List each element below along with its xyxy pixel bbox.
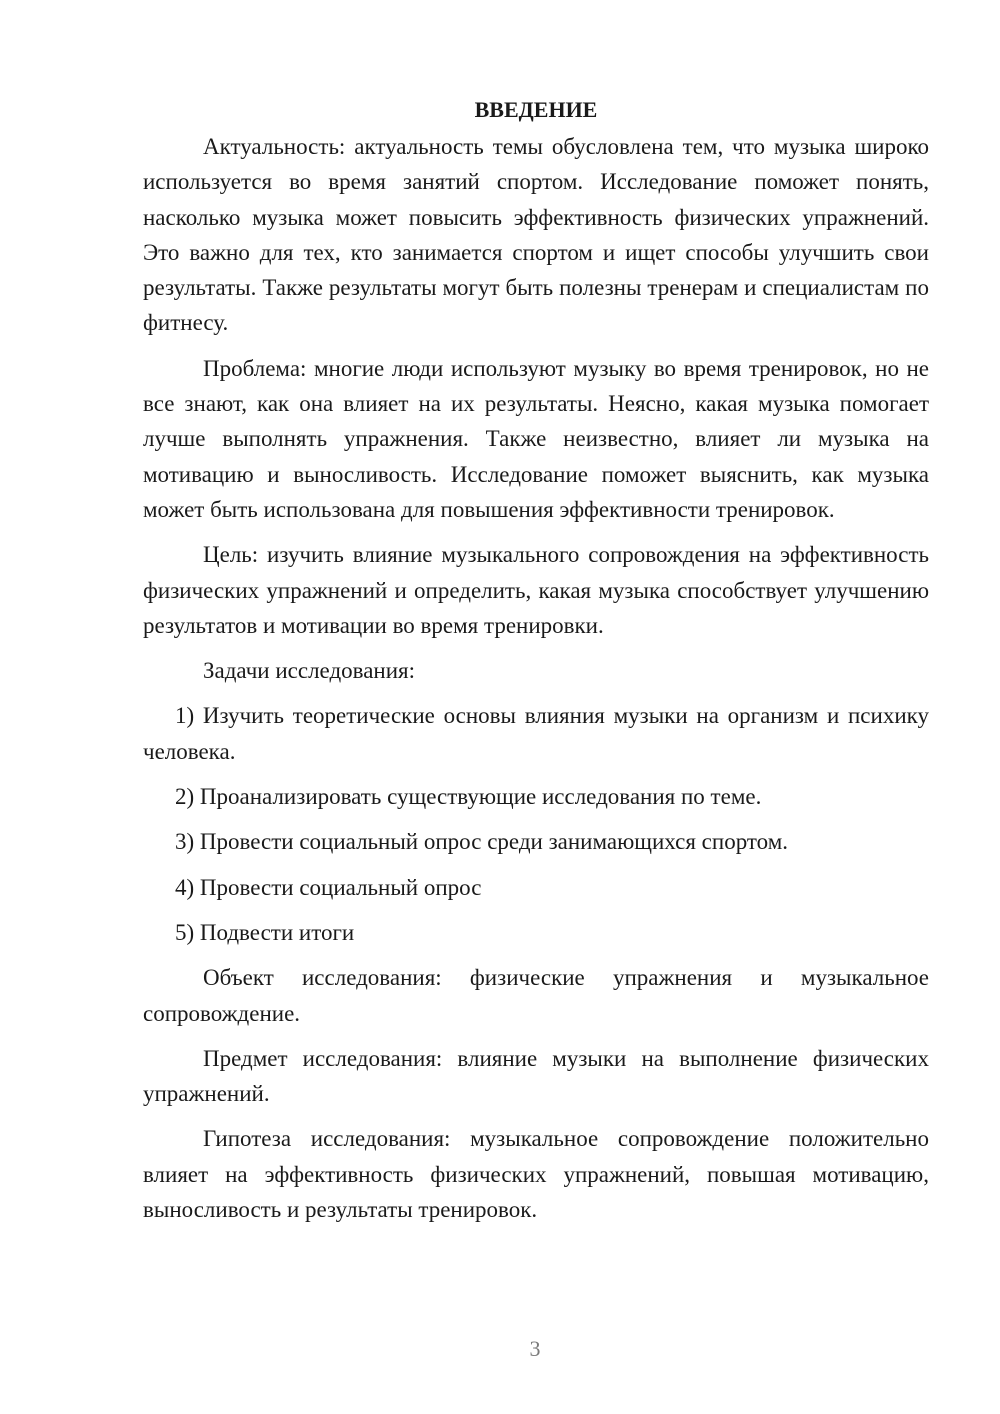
goal-paragraph: Цель: изучить влияние музыкального сопровождения на эффективность физических упражнений и определить, какая музыка способствует улучшению результатов и мотивации во время тренировки. — [143, 542, 929, 638]
task-item-1: 1) Изучить теоретические основы влияния музыки на организм и психику человека. — [143, 703, 929, 764]
hypothesis-paragraph: Гипотеза исследования: музыкальное сопровождение положительно влияет на эффективность физических упражнений, повышая мотивацию, выносливость и результаты тренировок. — [143, 1126, 929, 1223]
task-item-3: 3) Провести социальный опрос среди занимающихся спортом. — [175, 829, 789, 855]
task-item-5: 5) Подвести итоги — [175, 919, 355, 945]
problem-paragraph: Проблема: многие люди используют музыку во время тренировок, но не все знают, как она влияет на их результаты. Неясно, какая музыка помогает лучше выполнять упражнения. Также неизвестно, влияет ли музыка на мотивацию и выносливость. Исследование поможет выяснить, как музыка может быть использована для повышения эффективности тренировок. — [143, 355, 929, 522]
section-title: ВВЕДЕНИЕ — [474, 97, 598, 122]
relevance-paragraph: Актуальность: актуальность темы обусловлена тем, что музыка широко используется во время занятий спортом. Исследование поможет понять, насколько музыка может повысить эффективность физических упражнений. Это важно для тех, кто занимается спортом и ищет способы улучшить свои результаты. Также результаты могут быть полезны тренерам и специалистам по фитнесу. — [143, 134, 929, 336]
subject-paragraph: Предмет исследования: влияние музыки на выполнение физических упражнений. — [143, 1045, 929, 1107]
task-item-2: 2) Проанализировать существующие исследования по теме. — [175, 784, 762, 810]
tasks-heading: Задачи исследования: — [203, 658, 416, 684]
page-number: 3 — [529, 1336, 541, 1361]
object-paragraph: Объект исследования: физические упражнения и музыкальное сопровождение. — [143, 965, 929, 1026]
task-item-4: 4) Провести социальный опрос — [175, 874, 482, 900]
page-content — [143, 92, 929, 1227]
